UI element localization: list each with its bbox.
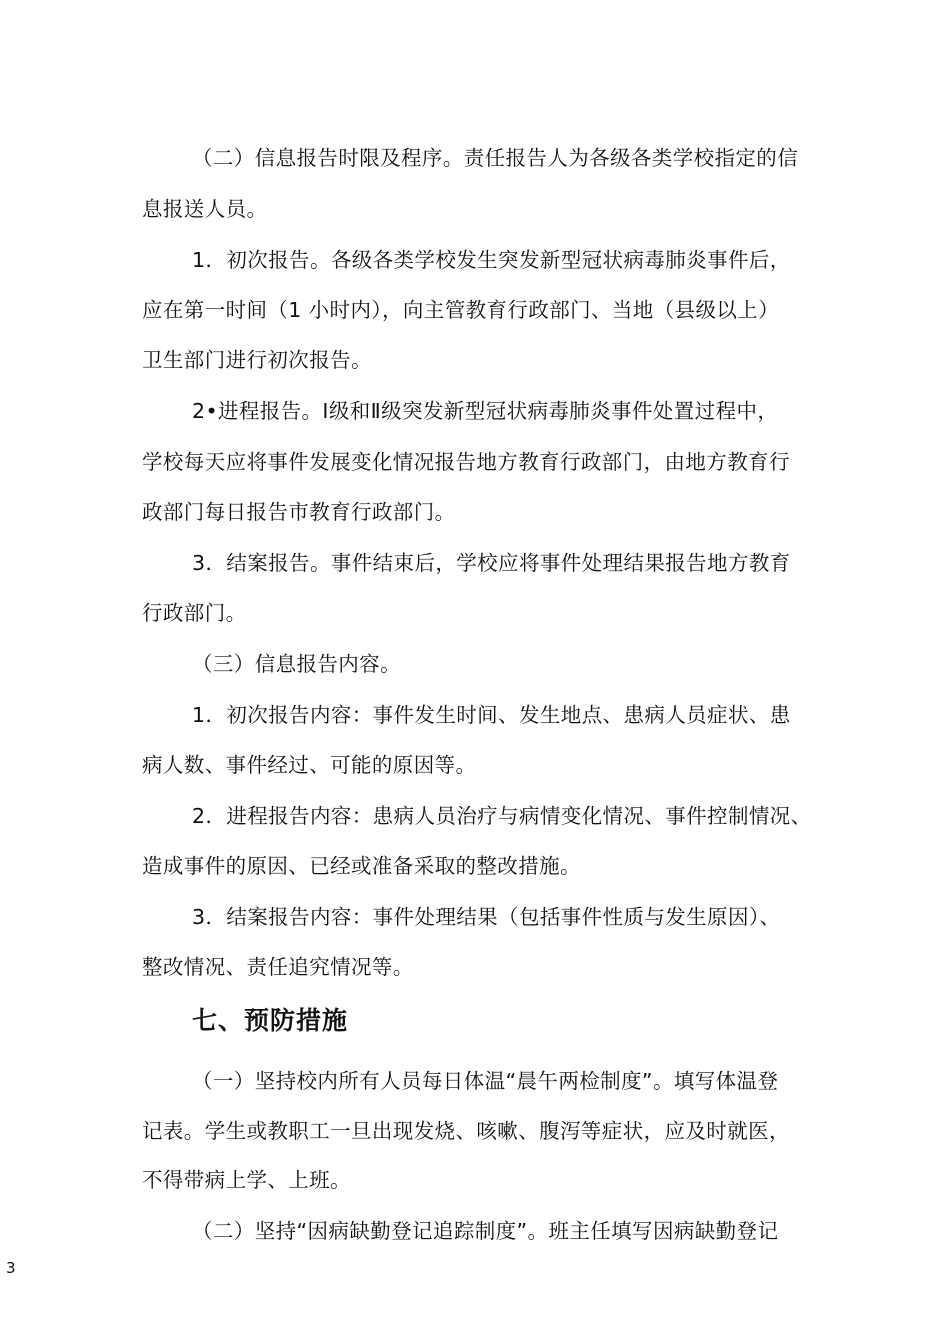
paragraph-line: （二）坚持“因病缺勤登记追踪制度”。班主任填写因病缺勤登记 bbox=[192, 1219, 779, 1243]
paragraph-line: 行政部门。 bbox=[142, 601, 247, 625]
paragraph-line: 学校每天应将事件发展变化情况报告地方教育行政部门，由地方教育行 bbox=[142, 450, 790, 474]
paragraph-line: 1．初次报告内容：事件发生时间、发生地点、患病人员症状、患 bbox=[192, 703, 791, 727]
paragraph-line: （一）坚持校内所有人员每日体温“晨午两检制度”。填写体温登 bbox=[192, 1069, 779, 1093]
paragraph-line: 2•进程报告。Ⅰ级和Ⅱ级突发新型冠状病毒肺炎事件处置过程中， bbox=[192, 399, 779, 423]
paragraph-line: （二）信息报告时限及程序。责任报告人为各级各类学校指定的信 bbox=[192, 146, 799, 170]
paragraph-line: 记表。学生或教职工一旦出现发烧、咳嗽、腹泻等症状，应及时就医， bbox=[142, 1119, 790, 1143]
paragraph-line: 整改情况、责任追究情况等。 bbox=[142, 955, 414, 979]
page-number: 3 bbox=[6, 1259, 16, 1277]
paragraph-line: 3．结案报告。事件结束后，学校应将事件处理结果报告地方教育 bbox=[192, 551, 791, 575]
paragraph-line: 政部门每日报告市教育行政部门。 bbox=[142, 500, 456, 524]
paragraph-line: 2．进程报告内容：患病人员治疗与病情变化情况、事件控制情况、 bbox=[192, 804, 812, 828]
paragraph-line: 病人数、事件经过、可能的原因等。 bbox=[142, 753, 477, 777]
paragraph-line: 应在第一时间（1 小时内），向主管教育行政部门、当地（县级以上） bbox=[142, 298, 780, 322]
section-heading: 七、预防措施 bbox=[192, 1006, 349, 1035]
paragraph-line: （三）信息报告内容。 bbox=[192, 652, 401, 676]
paragraph-line: 造成事件的原因、已经或准备采取的整改措施。 bbox=[142, 854, 581, 878]
paragraph-line: 3．结案报告内容：事件处理结果（包括事件性质与发生原因）、 bbox=[192, 905, 781, 929]
paragraph-line: 息报送人员。 bbox=[142, 197, 268, 221]
paragraph-line: 卫生部门进行初次报告。 bbox=[142, 348, 372, 372]
paragraph-line: 不得带病上学、上班。 bbox=[142, 1168, 351, 1192]
paragraph-line: 1．初次报告。各级各类学校发生突发新型冠状病毒肺炎事件后， bbox=[192, 248, 791, 272]
